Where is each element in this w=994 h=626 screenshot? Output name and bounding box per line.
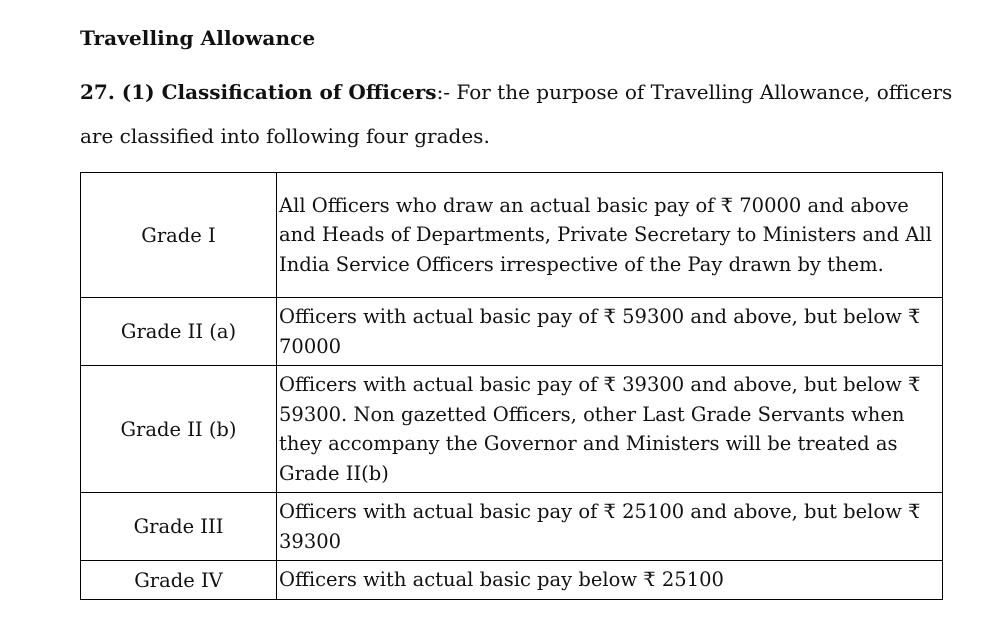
table-row [81, 298, 943, 366]
table-row [81, 173, 943, 298]
grade-name-cell: Grade III [81, 493, 277, 561]
rule-separator: :- [436, 80, 451, 104]
grade-description-cell: Officers with actual basic pay below ₹ 25100 [277, 561, 943, 600]
grade-name-cell: Grade II (b) [81, 366, 277, 493]
grade-name-cell: Grade II (a) [81, 298, 277, 366]
grade-description-cell: All Officers who draw an actual basic pay of ₹ 70000 and above and Heads of Departments, Private Secretary to Ministers and All India Service Officers irrespective of the Pay drawn by them. [277, 173, 943, 298]
grade-name-cell: Grade IV [81, 561, 277, 600]
grade-description-cell: Officers with actual basic pay of ₹ 25100 and above, but below ₹ 39300 [277, 493, 943, 561]
section-heading: Travelling Allowance [80, 26, 316, 50]
grade-table [80, 172, 943, 600]
grade-description-cell: Officers with actual basic pay of ₹ 59300 and above, but below ₹ 70000 [277, 298, 943, 366]
rule-text: For the purpose of Travelling Allowance, officers are classified into following four grades. [80, 80, 953, 148]
grade-name-cell: Grade I [81, 173, 277, 298]
table-row [81, 493, 943, 561]
classification-paragraph [80, 70, 960, 158]
grade-description-cell: Officers with actual basic pay of ₹ 39300 and above, but below ₹ 59300. Non gazetted Officers, other Last Grade Servants when they accompany the Governor and Ministers will be treated as Grade II(b) [277, 366, 943, 493]
table-row [81, 561, 943, 600]
rule-number-title: 27. (1) Classification of Officers [80, 80, 437, 104]
table-row [81, 366, 943, 493]
